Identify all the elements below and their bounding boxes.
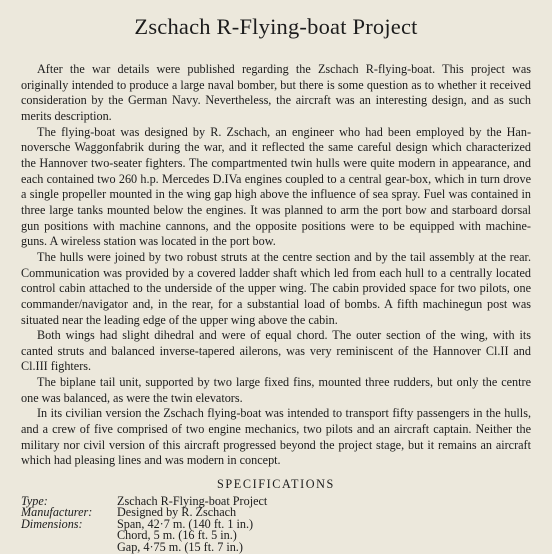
spec-value: Designed by R. Zschach (117, 505, 237, 520)
page-title: Zschach R-Flying-boat Project (134, 14, 418, 39)
specifications-heading: SPECIFICATIONS (217, 477, 335, 492)
paragraph-1: After the war details were published regarding the Zschach R-flying-boat. This project was originally intended to produce a large naval bomber, but there is some question as to whether it received consideration by the German Navy. Nevertheless, the aircraft was an interesting design, and as such merits description. (21, 62, 531, 123)
spec-value: Gap, 4·75 m. (15 ft. 7 in.) (117, 539, 243, 554)
spec-row-manufacturer (21, 507, 531, 518)
spec-label: Manufacturer: (21, 505, 93, 520)
spec-row-type (21, 496, 531, 507)
spec-value: Chord, 5 m. (16 ft. 5 in.) (117, 528, 237, 543)
paragraph-5: The biplane tail unit, supported by two large fixed fins, mounted three rudders, but only the centre one was balanced, as were the twin elevators. (21, 375, 531, 405)
spec-label: Type: (21, 494, 48, 509)
specifications-table (21, 496, 531, 553)
paragraph-2: The flying-boat was designed by R. Zschach, an engineer who had been employed by the Hannoversche Waggonfabrik during the war, and it reflected the same careful design which characterized the Hannover two-seater fighters. The compartmented twin hulls were quite modern in appearance, and each contained two 260 h.p. Mercedes D.IVa engines coupled to a central gear-box, which in turn drove a single propeller mounted in the wing gap high above the influence of sea spray. Fuel was contained in three large tanks mounted below the engines. It was planned to arm the port bow and starboard dorsal gun positions with machine cannons, and the opposite positions were to be equipped with machine-guns. A wireless station was located in the port bow. (21, 124, 531, 249)
spec-values (117, 507, 531, 518)
spec-row-dimensions (21, 516, 531, 554)
spec-values (117, 496, 531, 507)
spec-value: Zschach R-Flying-boat Project (117, 494, 268, 509)
paragraph-6: In its civilian version the Zschach flying-boat was intended to transport fifty passengers in the hulls, and a crew of five comprised of two engine mechanics, two pilots and an aircraft captain. Neither the military nor civil version of this aircraft progressed beyond the project stage, but it remains an aircraft which had pleasing lines and was modern in concept. (21, 406, 531, 468)
spec-value: Span, 42·7 m. (140 ft. 1 in.) (117, 516, 254, 531)
paragraph-3: The hulls were joined by two robust struts at the centre section and by the tail assembly at the rear. Communication was provided by a covered ladder shaft which led from each hull to a centrally located control cabin attached to the underside of the upper wing. The cabin provided space for two pilots, one commander/navigator and, in the rear, for a substantial load of bombs. A fifth machinegun post was situated near the leading edge of the upper wing above the cabin. (21, 249, 531, 327)
spec-label: Dimensions: (21, 516, 83, 531)
paragraph-4: Both wings had slight dihedral and were of equal chord. The outer section of the wing, with its canted struts and balanced inverse-tapered ailerons, was very reminiscent of the Hannover Cl.II and Cl.III fighters. (21, 328, 531, 374)
article-body (21, 62, 531, 469)
spec-values (117, 516, 531, 554)
